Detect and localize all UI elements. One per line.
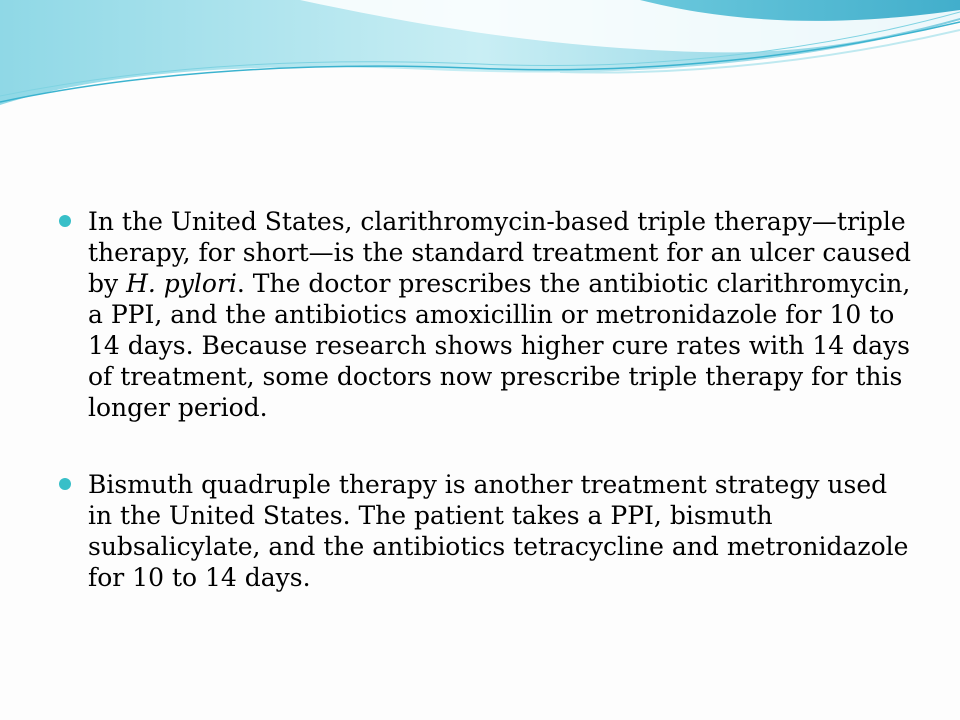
- bullet-item-triple-therapy: [58, 206, 918, 423]
- bullet-dot-icon: [59, 478, 71, 490]
- bullet-dot-icon: [59, 215, 71, 227]
- content-area: [58, 206, 918, 639]
- header-wave-decoration: [0, 0, 960, 120]
- bullet-text-italic: H. pylori: [126, 269, 237, 298]
- bullet-text-before: In the United States, clarithromycin-based triple therapy—triple therapy, for short—is the standard treatment for an ulcer caused by: [88, 207, 911, 298]
- bullet-text: Bismuth quadruple therapy is another treatment strategy used in the United States. The patient takes a PPI, bismuth subsalicylate, and the antibiotics tetracycline and metronidazole for 10 to 14 days.: [88, 470, 909, 592]
- bullet-text-after: . The doctor prescribes the antibiotic clarithromycin, a PPI, and the antibiotics amoxicillin or metronidazole for 10 to 14 days. Because research shows higher cure rates with 14 days of treatment, some doctors now prescribe triple therapy for this longer period.: [88, 269, 911, 422]
- bullet-item-quadruple-therapy: [58, 469, 918, 593]
